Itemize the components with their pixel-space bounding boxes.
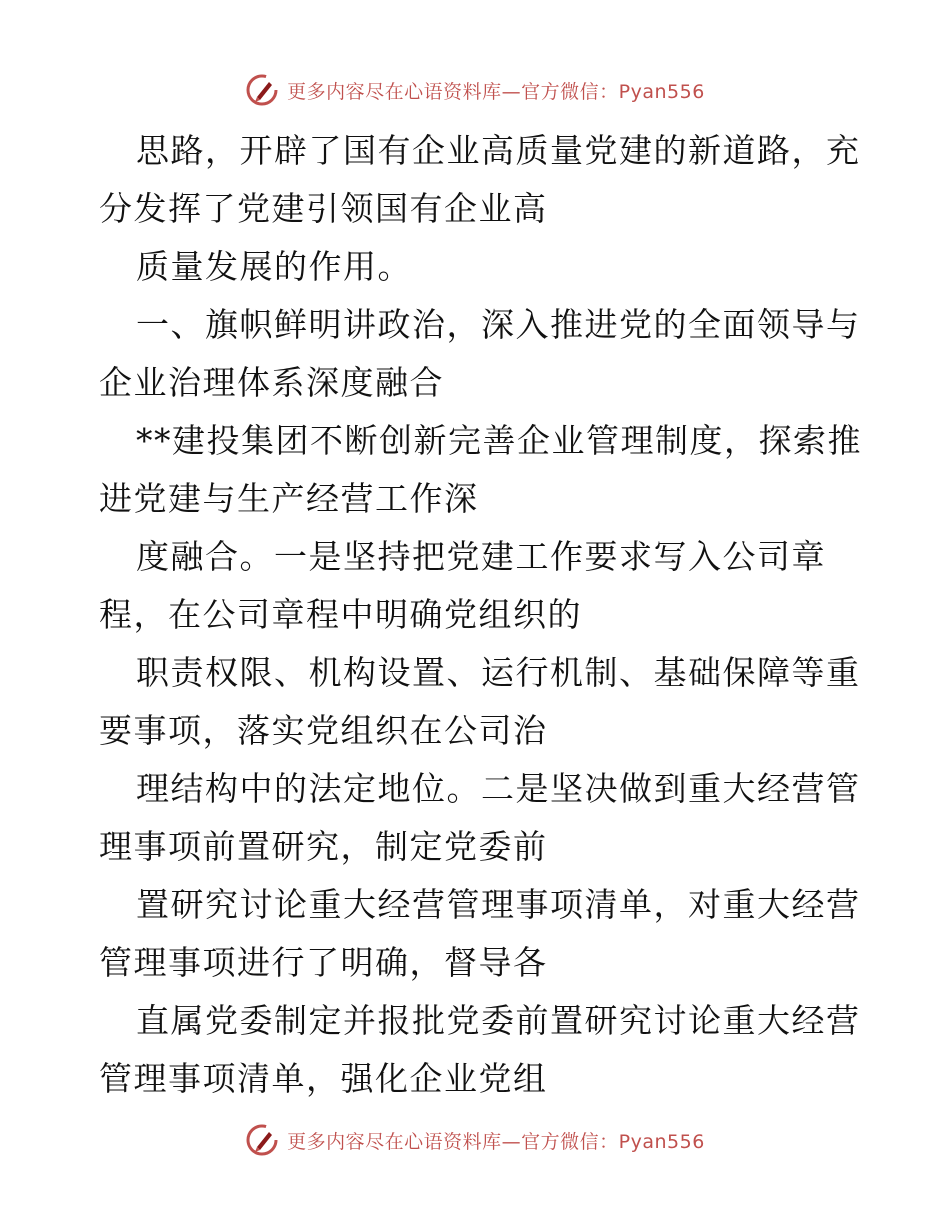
text-line: 管理事项进行了明确，督导各 (99, 943, 548, 982)
text-line: 进党建与生产经营工作深 (99, 479, 479, 518)
text-line: 直属党委制定并报批党委前置研究讨论重大经营 (136, 1001, 861, 1040)
footer-banner (0, 1120, 950, 1160)
text-line: 职责权限、机构设置、运行机制、基础保障等重 (136, 653, 861, 692)
document-body (99, 122, 862, 1108)
text-line: 度融合。一是坚持把党建工作要求写入公司章 (136, 537, 826, 576)
text-line: 置研究讨论重大经营管理事项清单，对重大经营 (136, 885, 861, 924)
footer-banner-text: 更多内容尽在心语资料库—官方微信：Pyan556 (287, 1130, 705, 1153)
text-line: 企业治理体系深度融合 (99, 363, 444, 402)
text-line: 要事项，落实党组织在公司治 (99, 711, 548, 750)
text-line: **建投集团不断创新完善企业管理制度，探索推 (136, 421, 862, 460)
text-line: 分发挥了党建引领国有企业高 (99, 189, 548, 228)
text-line: 程，在公司章程中明确党组织的 (99, 595, 582, 634)
text-line: 质量发展的作用。 (136, 247, 412, 286)
header-banner (0, 70, 950, 110)
text-line: 理结构中的法定地位。二是坚决做到重大经营管 (136, 769, 861, 808)
pen-seal-logo-icon (245, 1123, 279, 1157)
text-line: 一、旗帜鲜明讲政治，深入推进党的全面领导与 (136, 305, 861, 344)
text-line: 理事项前置研究，制定党委前 (99, 827, 548, 866)
header-banner-text: 更多内容尽在心语资料库—官方微信：Pyan556 (287, 80, 705, 103)
text-line: 管理事项清单，强化企业党组 (99, 1059, 548, 1098)
pen-seal-logo-icon (245, 73, 279, 107)
text-line: 思路，开辟了国有企业高质量党建的新道路，充 (136, 131, 861, 170)
